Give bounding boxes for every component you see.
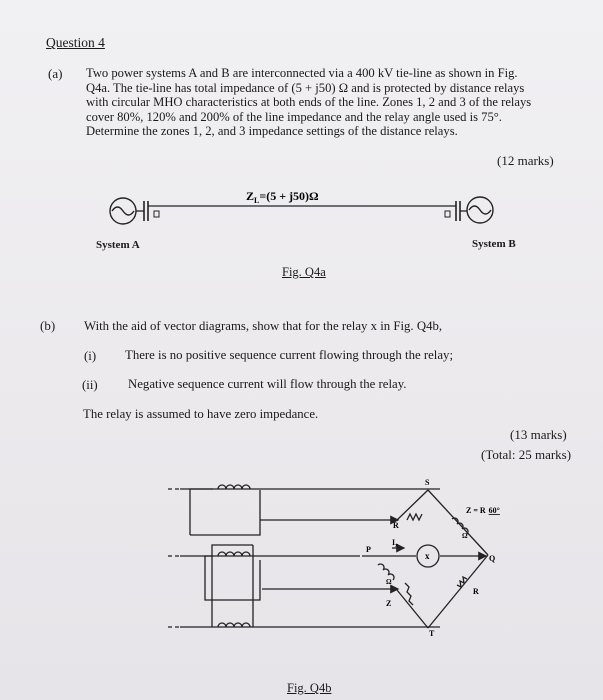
part-b-item-num: (ii)	[82, 378, 98, 392]
part-b-note: The relay is assumed to have zero impedance.	[83, 407, 319, 421]
resistor-r-icon	[407, 514, 422, 520]
node-s-label: S	[425, 478, 430, 487]
system-a-label: System A	[96, 239, 140, 251]
resistor-z-icon	[405, 583, 413, 605]
fig-q4a-caption: Fig. Q4a	[282, 265, 326, 279]
relay-x-label: x	[425, 551, 430, 561]
ohm-label-top: Ω	[462, 532, 468, 540]
resistor-r-label: R	[473, 587, 479, 596]
part-b-intro: With the aid of vector diagrams, show that for the relay x in Fig. Q4b,	[84, 319, 443, 333]
impedance-label: Z = R 60°	[466, 506, 500, 515]
resistor-right-icon	[457, 577, 467, 587]
question-title: Question 4	[46, 35, 105, 50]
part-b-item-num: (i)	[84, 349, 97, 363]
part-a-line: Two power systems A and B are interconnected via a 400 kV tie-line as shown in Fig.	[86, 66, 518, 80]
coil-bottom-left-icon	[378, 564, 394, 580]
ct-coil-top-icon	[218, 485, 250, 489]
node-r-label: R	[393, 521, 399, 530]
part-a-label: (a)	[48, 66, 63, 81]
line-impedance-label: $Z_L=(5 + j50)\Omega$	[246, 189, 319, 205]
generator-b-icon	[467, 197, 493, 223]
breaker-a-icon	[154, 211, 159, 217]
part-b-label: (b)	[40, 318, 56, 333]
generator-a-icon	[110, 198, 136, 224]
system-b-label: System B	[472, 238, 516, 250]
part-a-marks: (12 marks)	[497, 153, 554, 168]
node-q-label: Q	[489, 554, 496, 563]
current-ix-label: $I_x$	[392, 538, 399, 549]
node-z-label: Z	[386, 599, 392, 608]
fig-q4b-caption: Fig. Q4b	[287, 681, 332, 695]
node-p-label: P	[366, 545, 371, 554]
impedance-coil-icon	[452, 518, 468, 534]
breaker-b-icon	[445, 211, 450, 217]
total-marks: (Total: 25 marks)	[481, 447, 572, 462]
part-a-text	[86, 66, 556, 139]
ohm-label-bottom: Ω	[386, 578, 392, 586]
part-a-line: Q4a. The tie-line has total impedance of (5 + j50) Ω and is protected by distance relays	[86, 80, 525, 95]
node-t-label: T	[429, 629, 435, 638]
part-a-line: with circular MHO characteristics at both ends of the line. Zones 1, 2 and 3 of the relays	[86, 95, 532, 110]
part-b-marks: (13 marks)	[510, 427, 567, 442]
ct-coil-bottom-icon	[218, 623, 250, 627]
ct-coil-mid-icon	[218, 552, 250, 556]
part-b-item-text: Negative sequence current will flow through the relay.	[128, 377, 407, 391]
part-b-item-text: There is no positive sequence current flowing through the relay;	[125, 348, 453, 362]
part-a-line: cover 80%, 120% and 200% of the line impedance and the relay angle used is 75°.	[86, 109, 502, 124]
part-a-line: Determine the zones 1, 2, and 3 impedance settings of the distance relays.	[86, 124, 458, 139]
relay-x-icon	[417, 545, 439, 567]
